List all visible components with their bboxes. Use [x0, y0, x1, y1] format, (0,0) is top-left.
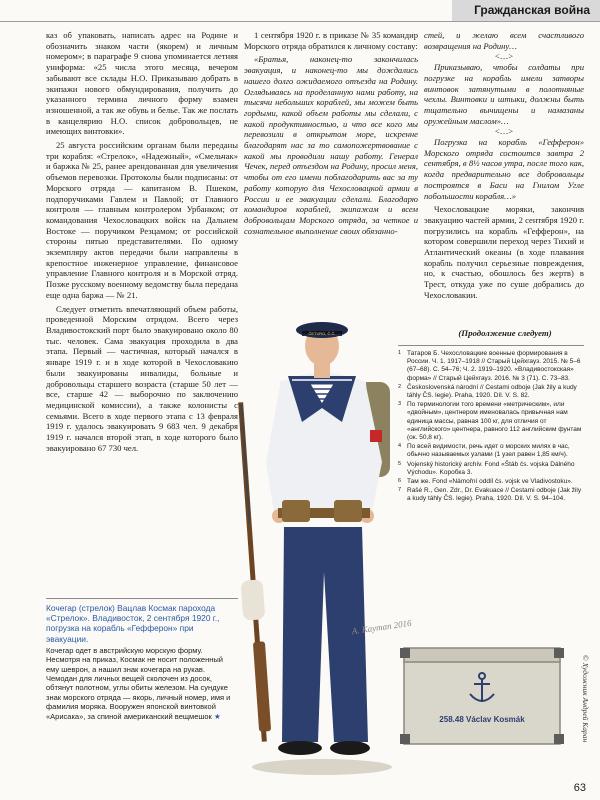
page-number: 63 — [573, 782, 586, 794]
end-mark-icon: ★ — [213, 711, 221, 721]
caption-text — [46, 646, 238, 721]
section-title: Гражданская война — [474, 3, 590, 17]
trunk-lid — [404, 648, 560, 662]
footnotes-rule — [398, 345, 584, 346]
header-rule — [0, 21, 600, 22]
rifle-icon — [238, 402, 271, 742]
footnote — [398, 401, 584, 442]
artist-credit-text: © Художник Андрей Каран — [581, 655, 590, 743]
footnote-text: Československá národní // Cestami odboje (Jak žily a kudy táhly ČS. legie). Praha, 1920. Díl. V. S. 82. — [407, 383, 577, 400]
col3-paragraph-1: Чехословацкие моряки, закончив эвакуацию частей армии, 2 сентября 1920 г. погрузились на корабль «Гефферон», на котором совершили переход через Тихий и Атлантический океаны (в ходе плавания корабль получил серьезные повреждения, но, к счастью, обошлось без жертв) в Трест, откуда уже по суше добрались до Чехословакии. — [424, 204, 584, 300]
footnote — [398, 487, 584, 503]
footnote — [398, 478, 584, 486]
left-shoe — [278, 741, 322, 755]
column-2 — [244, 30, 418, 236]
col1-paragraph-2: 25 августа российским органам были переданы три корабля: «Стрелок», «Надежный», «Смельчак» и баржка № 25, ранее арендованная для увеличения объемов перевозки. Протоколы были подписаны: от Морского отряда — капитаном В. Пшеком, подпоручиками Гавлем и Павлой; от Главного контроля — главным контролером Урбанком; от командования Чехословацких войск на Дальнем Востоке — поручиком Резцамом; от российской стороны пятью представителями. По одному экземпляру актов передачи были направлены в крепостное инженерное управление, финансовое управление Главного контроля и в Морской отряд. Позже русскому военному ведомству была передана еще одна баржа — № 21. — [46, 140, 238, 300]
right-shoe — [330, 741, 370, 755]
sailor-illustration — [222, 312, 422, 782]
artist-signature: A. Kayman 2016 — [351, 617, 413, 637]
col1-paragraph-3: Следует отметить впечатляющий объем работы, проведенной Морским отрядом. Всего через Владивостокский порт было эвакуировано около 80 тыс. человек. Сама эвакуация проходила в два этапа. Первый — частичная, который начался в январе 1919 г. и в ходе которой в Чехословакию были эвакуированы инвалиды, больные и добровольцы старшего возраста (старше 50 лет — все, старше 42 — выборочно по заключению медицинской комиссии), а также колонисты с семьями. Всего в ходе первого этапа с 13 февраля 1919 г. удалось эвакуировать 9 683 чел. 9 декабря 1919 г. начался второй этап, в ходе которого было эвакуировано 67 730 чел. — [46, 303, 238, 453]
footnote — [398, 461, 584, 477]
footnotes — [398, 350, 584, 505]
col2-quote: «Братья, наконец-то закончилась эвакуация, и наконец-то мы дождались нашего долго ожидаемого отъезда на Родину. Оглядываясь на проделанную нами работу, на тысячи небольших кораблей, мы можем быть гордыми, какой объем работы мы сделали, с какой продуктивностью, и что все кого мы перевозили в открытом море, искренне благодарят нас за то самопожертвование с какой мы проводили нашу работу. Генерал Чечек, перед отъездом на Родину, просил меня, чтобы от его имени поблагодарить вас за ту работу которую для Чехословацкой армии в России и ее эвакуации сделали. Благодарю командиров кораблей, экипажам и всем добровольцам Морского отряда, за четкое и сознательное выполнение своих обязанно- — [244, 54, 418, 236]
footnote-text: По всей видимости, речь идет о морских милях в час, обычно называемых узлами (1 узел равен 1,85 км/ч). — [407, 443, 570, 459]
caption-title: Кочегар (стрелок) Вацлав Космак парохода «Стрелок». Владивосток, 2 сентября 1920 г., погрузка на корабль «Гефферон» при эвакуации. — [46, 603, 220, 644]
trunk-illustration — [398, 640, 566, 750]
stoker-badge — [370, 430, 382, 442]
column-3 — [424, 30, 584, 301]
footnote-number: 3 — [398, 401, 402, 408]
footnote-text: Татаров Б. Чехословацкие военные формирования в России. Ч. 1. 1917–1918 // Старый Цейхгауз. 2015. № 5–6 (67–68). С. 54–76; Ч. 2. 1919–1920. «Владивостокская» форма» // Старый Цейхгауз. 2016. № 3 (71). С. 73–83. — [407, 350, 581, 382]
footnote-text: По терминологии того времени «метрическим», или «двойным», центнером именовалась привычная нам единица массы, равная 100 кг, для отличия от «английского» центнера, равного 112 английским фунтам (ок. 50,8 кг). — [407, 401, 582, 442]
caption-rule — [46, 598, 238, 599]
footnote-number: 6 — [398, 478, 402, 485]
footnote-number: 4 — [398, 443, 402, 450]
col3-ellipsis-1: <…> — [494, 51, 514, 62]
trunk-label: 258.48 Václav Kosmák — [439, 715, 525, 724]
col2-paragraph-1: 1 сентября 1920 г. в приказе № 35 командир Морского отряда обратился к личному составу: — [244, 30, 418, 51]
col3-quote-3: Погрузка на корабль «Гефферон» Морского отряда состоится завтра 2 сентября, в 8½ часов утра, после того как, когда предварительно все добровольцы построятся в Баси на Гнилом Угле побольшости корабля…» — [424, 137, 584, 201]
cap-ribbon-text: ČETVRO, Č.Č. — [308, 331, 336, 336]
footnote — [398, 443, 584, 459]
footnote — [398, 350, 584, 383]
footnote-number: 2 — [398, 383, 402, 390]
ground-shadow — [252, 759, 392, 775]
footnote-text: Там же. Fond «Námořní oddíl čs. vojsk ve Vladivostoku». — [407, 478, 573, 486]
col3-ellipsis-2: <…> — [494, 126, 514, 137]
to-be-continued: (Продолжение следует) — [458, 328, 552, 338]
col3-quote-1: стей, и желаю всем счастливого возвращения на Родину… — [424, 30, 584, 51]
column-1 — [46, 30, 238, 453]
col1-paragraph-1: каз об упаковать, написать адрес на Родине и обозначить знаком части (якорем) и личным номером»; в параграфе 9 снова упоминается летняя униформа: «25 числа этого месяца, вечером забывают все склады Н.О. Приказываю добрать в экипажи нового обмундирования, получить до указанного термина личного форму взамен изношенной, а так же обувь и белье. Так же послать в канцелярию Н.О. список добровольцев, не имеющих винтовки». — [46, 30, 238, 137]
footnote — [398, 384, 584, 400]
footnote-text: Vojenský historický archív. Fond «Štáb čs. vojska Dálného Východu». Koробка 3. — [407, 460, 575, 476]
illustration-caption — [46, 603, 238, 721]
page-header — [0, 0, 600, 22]
footnote-number: 5 — [398, 460, 402, 467]
caption-body: Кочегар одет в австрийскую морскую форму. Несмотря на приказ, Космак не носит положенный ему шеврон, а нашил знак кочегара на рукав. Чемодан для личных вещей сколочен из досок, обтянут полотном, углы обиты железом. На сундуке знак морского отряда — якорь, личный номер, имя и фамилия моряка. Вооружен японской винтовкой «Арисака», за спиной американский вещмешок — [46, 645, 231, 721]
footnote-number: 7 — [398, 487, 402, 494]
artist-credit — [578, 655, 592, 765]
col3-quote-2: Приказываю, чтобы солдаты при погрузке на корабль имели затворы винтовок затянутыми в полотняные чехлы. Винтовки и штыки, должны быть тщательно вычищены и намазаны оружейным маслом»… — [424, 62, 584, 126]
footnote-text: Rašé R., Gen. Zdr., Dr. Evakuace // Cestami odboje (Jak žily a kudy táhly ČS. legie). Praha, 1920. Díl. V. S. 94–104. — [407, 487, 582, 503]
footnote-number: 1 — [398, 350, 402, 356]
